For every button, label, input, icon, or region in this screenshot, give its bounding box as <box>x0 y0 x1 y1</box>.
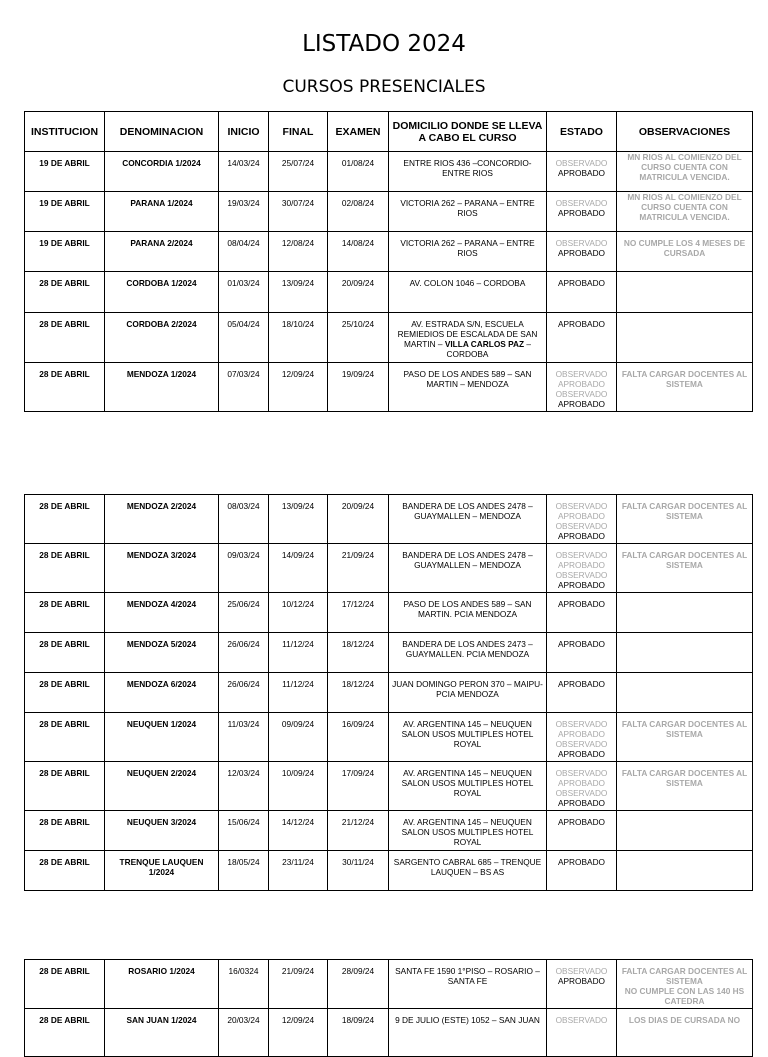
cell-final: 11/12/24 <box>269 633 328 673</box>
estado-line: OBSERVADO <box>555 1015 608 1025</box>
cell-observaciones: MN RIOS AL COMIENZO DEL CURSO CUENTA CON MATRICULA VENCIDA. <box>617 152 753 192</box>
cell-examen: 20/09/24 <box>328 495 389 544</box>
estado-line: APROBADO <box>557 679 606 689</box>
cell-denominacion: CORDOBA 2/2024 <box>105 313 219 363</box>
cell-estado <box>547 713 617 762</box>
cell-observaciones <box>617 960 753 1009</box>
cell-institucion: 28 DE ABRIL <box>25 363 105 412</box>
estado-line: APROBADO <box>557 798 606 808</box>
cell-inicio: 19/03/24 <box>219 192 269 232</box>
cell-inicio: 14/03/24 <box>219 152 269 192</box>
domicilio-text: AV. ESTRADA S/N, ESCUELA REMIEDIOS DE ESCALADA DE SAN MARTIN – <box>397 319 538 349</box>
estado-line: APROBADO <box>557 399 606 409</box>
cell-examen: 21/09/24 <box>328 544 389 593</box>
courses-table-3 <box>24 959 753 1057</box>
cell-final: 30/07/24 <box>269 192 328 232</box>
cell-examen: 18/12/24 <box>328 673 389 713</box>
estado-line: OBSERVADO <box>555 739 608 749</box>
cell-domicilio <box>389 313 547 363</box>
cell-estado <box>547 1009 617 1057</box>
cell-inicio: 11/03/24 <box>219 713 269 762</box>
cell-final: 21/09/24 <box>269 960 328 1009</box>
cell-domicilio: SANTA FE 1590 1°PISO – ROSARIO – SANTA FE <box>389 960 547 1009</box>
cell-denominacion: NEUQUEN 3/2024 <box>105 811 219 851</box>
cell-estado <box>547 192 617 232</box>
cell-domicilio: JUAN DOMINGO PERON 370 – MAIPU- PCIA MENDOZA <box>389 673 547 713</box>
table-row <box>25 313 753 363</box>
estado-line: OBSERVADO <box>555 158 608 168</box>
cell-denominacion: MENDOZA 4/2024 <box>105 593 219 633</box>
estado-line: APROBADO <box>557 749 606 759</box>
cell-estado <box>547 633 617 673</box>
cell-examen: 02/08/24 <box>328 192 389 232</box>
table-row <box>25 1009 753 1057</box>
estado-line: OBSERVADO <box>555 521 608 531</box>
cell-final: 12/08/24 <box>269 232 328 272</box>
estado-line: APROBADO <box>557 817 606 827</box>
cell-observaciones: MN RIOS AL COMIENZO DEL CURSO CUENTA CON MATRICULA VENCIDA. <box>617 192 753 232</box>
cell-examen: 28/09/24 <box>328 960 389 1009</box>
estado-line: OBSERVADO <box>555 550 608 560</box>
cell-domicilio: SARGENTO CABRAL 685 – TRENQUE LAUQUEN – BS AS <box>389 851 547 891</box>
estado-line: APROBADO <box>557 531 606 541</box>
cell-final: 10/09/24 <box>269 762 328 811</box>
estado-line: APROBADO <box>557 857 606 867</box>
cell-denominacion: MENDOZA 6/2024 <box>105 673 219 713</box>
cell-denominacion: MENDOZA 5/2024 <box>105 633 219 673</box>
cell-domicilio: AV. ARGENTINA 145 – NEUQUEN SALON USOS MULTIPLES HOTEL ROYAL <box>389 713 547 762</box>
cell-denominacion: ROSARIO 1/2024 <box>105 960 219 1009</box>
header-final: FINAL <box>269 112 328 152</box>
table-row <box>25 811 753 851</box>
cell-examen: 16/09/24 <box>328 713 389 762</box>
estado-line: APROBADO <box>557 248 606 258</box>
cell-inicio: 08/03/24 <box>219 495 269 544</box>
cell-inicio: 05/04/24 <box>219 313 269 363</box>
cell-estado <box>547 593 617 633</box>
table-row <box>25 762 753 811</box>
cell-examen: 18/09/24 <box>328 1009 389 1057</box>
cell-estado <box>547 811 617 851</box>
cell-final: 14/09/24 <box>269 544 328 593</box>
cell-observaciones <box>617 673 753 713</box>
cell-final: 14/12/24 <box>269 811 328 851</box>
cell-denominacion: TRENQUE LAUQUEN 1/2024 <box>105 851 219 891</box>
cell-estado <box>547 363 617 412</box>
cell-estado <box>547 232 617 272</box>
table-row <box>25 363 753 412</box>
cell-final: 10/12/24 <box>269 593 328 633</box>
estado-line: APROBADO <box>557 729 606 739</box>
cell-final: 12/09/24 <box>269 363 328 412</box>
cell-domicilio: AV. ARGENTINA 145 – NEUQUEN SALON USOS MULTIPLES HOTEL ROYAL <box>389 811 547 851</box>
table-row <box>25 544 753 593</box>
estado-line: APROBADO <box>557 580 606 590</box>
cell-estado <box>547 673 617 713</box>
cell-denominacion: MENDOZA 3/2024 <box>105 544 219 593</box>
cell-denominacion: CONCORDIA 1/2024 <box>105 152 219 192</box>
estado-line: OBSERVADO <box>555 198 608 208</box>
estado-line: APROBADO <box>557 208 606 218</box>
table-row <box>25 851 753 891</box>
estado-line: APROBADO <box>557 599 606 609</box>
cell-final: 09/09/24 <box>269 713 328 762</box>
cell-final: 25/07/24 <box>269 152 328 192</box>
cell-institucion: 28 DE ABRIL <box>25 960 105 1009</box>
cell-observaciones <box>617 811 753 851</box>
cell-domicilio: VICTORIA 262 – PARANA – ENTRE RIOS <box>389 192 547 232</box>
estado-line: APROBADO <box>557 278 606 288</box>
cell-observaciones <box>617 633 753 673</box>
cell-inicio: 18/05/24 <box>219 851 269 891</box>
cell-estado <box>547 313 617 363</box>
domicilio-bold-text: VILLA CARLOS PAZ <box>444 339 525 349</box>
header-inicio: INICIO <box>219 112 269 152</box>
estado-line: OBSERVADO <box>555 389 608 399</box>
cell-observaciones: LOS DIAS DE CURSADA NO <box>617 1009 753 1057</box>
table-row <box>25 593 753 633</box>
domicilio-tail-text: – CORDOBA <box>446 339 532 359</box>
cell-inicio: 08/04/24 <box>219 232 269 272</box>
cell-inicio: 07/03/24 <box>219 363 269 412</box>
cell-inicio: 26/06/24 <box>219 633 269 673</box>
cell-domicilio: VICTORIA 262 – PARANA – ENTRE RIOS <box>389 232 547 272</box>
table-row <box>25 192 753 232</box>
cell-institucion: 19 DE ABRIL <box>25 232 105 272</box>
cell-observaciones: FALTA CARGAR DOCENTES AL SISTEMA <box>617 713 753 762</box>
cell-inicio: 26/06/24 <box>219 673 269 713</box>
cell-estado <box>547 762 617 811</box>
cell-estado <box>547 495 617 544</box>
estado-line: APROBADO <box>557 778 606 788</box>
cell-domicilio: BANDERA DE LOS ANDES 2473 – GUAYMALLEN. PCIA MENDOZA <box>389 633 547 673</box>
cell-denominacion: PARANA 1/2024 <box>105 192 219 232</box>
cell-examen: 01/08/24 <box>328 152 389 192</box>
cell-institucion: 28 DE ABRIL <box>25 851 105 891</box>
cell-observaciones: FALTA CARGAR DOCENTES AL SISTEMA <box>617 495 753 544</box>
estado-line: APROBADO <box>557 168 606 178</box>
estado-line: OBSERVADO <box>555 570 608 580</box>
cell-observaciones: FALTA CARGAR DOCENTES AL SISTEMA <box>617 544 753 593</box>
estado-line: APROBADO <box>557 639 606 649</box>
cell-inicio: 12/03/24 <box>219 762 269 811</box>
cell-institucion: 28 DE ABRIL <box>25 313 105 363</box>
cell-institucion: 19 DE ABRIL <box>25 152 105 192</box>
cell-institucion: 28 DE ABRIL <box>25 811 105 851</box>
cell-institucion: 28 DE ABRIL <box>25 633 105 673</box>
header-denominacion: DENOMINACION <box>105 112 219 152</box>
cell-final: 11/12/24 <box>269 673 328 713</box>
cell-inicio: 25/06/24 <box>219 593 269 633</box>
cell-denominacion: SAN JUAN 1/2024 <box>105 1009 219 1057</box>
header-observaciones: OBSERVACIONES <box>617 112 753 152</box>
cell-observaciones <box>617 272 753 313</box>
cell-inicio: 01/03/24 <box>219 272 269 313</box>
estado-line: APROBADO <box>557 319 606 329</box>
estado-line: OBSERVADO <box>555 719 608 729</box>
cell-examen: 18/12/24 <box>328 633 389 673</box>
cell-examen: 17/09/24 <box>328 762 389 811</box>
cell-domicilio: 9 DE JULIO (ESTE) 1052 – SAN JUAN <box>389 1009 547 1057</box>
cell-final: 13/09/24 <box>269 495 328 544</box>
estado-line: APROBADO <box>557 560 606 570</box>
cell-estado <box>547 272 617 313</box>
cell-estado <box>547 152 617 192</box>
cell-examen: 25/10/24 <box>328 313 389 363</box>
cell-institucion: 19 DE ABRIL <box>25 192 105 232</box>
cell-institucion: 28 DE ABRIL <box>25 673 105 713</box>
cell-domicilio: BANDERA DE LOS ANDES 2478 – GUAYMALLEN – MENDOZA <box>389 495 547 544</box>
estado-line: OBSERVADO <box>555 788 608 798</box>
cell-institucion: 28 DE ABRIL <box>25 495 105 544</box>
cell-institucion: 28 DE ABRIL <box>25 713 105 762</box>
header-examen: EXAMEN <box>328 112 389 152</box>
table-row <box>25 232 753 272</box>
cell-estado <box>547 960 617 1009</box>
cell-examen: 17/12/24 <box>328 593 389 633</box>
cell-observaciones <box>617 313 753 363</box>
table-row <box>25 673 753 713</box>
cell-denominacion: MENDOZA 2/2024 <box>105 495 219 544</box>
cell-examen: 14/08/24 <box>328 232 389 272</box>
cell-denominacion: CORDOBA 1/2024 <box>105 272 219 313</box>
cell-institucion: 28 DE ABRIL <box>25 762 105 811</box>
cell-domicilio: PASO DE LOS ANDES 589 – SAN MARTIN. PCIA MENDOZA <box>389 593 547 633</box>
cell-domicilio: BANDERA DE LOS ANDES 2478 – GUAYMALLEN – MENDOZA <box>389 544 547 593</box>
cell-inicio: 20/03/24 <box>219 1009 269 1057</box>
table-row <box>25 960 753 1009</box>
estado-line: OBSERVADO <box>555 966 608 976</box>
cell-observaciones: FALTA CARGAR DOCENTES AL SISTEMA <box>617 363 753 412</box>
cell-final: 13/09/24 <box>269 272 328 313</box>
cell-estado <box>547 851 617 891</box>
cell-final: 12/09/24 <box>269 1009 328 1057</box>
header-domicilio: DOMICILIO DONDE SE LLEVA A CABO EL CURSO <box>389 112 547 152</box>
document-subtitle: CURSOS PRESENCIALES <box>282 77 486 97</box>
cell-examen: 30/11/24 <box>328 851 389 891</box>
cell-observaciones: FALTA CARGAR DOCENTES AL SISTEMA <box>617 762 753 811</box>
cell-institucion: 28 DE ABRIL <box>25 1009 105 1057</box>
cell-examen: 21/12/24 <box>328 811 389 851</box>
table-row <box>25 495 753 544</box>
observaciones-text: FALTA CARGAR DOCENTES AL SISTEMA <box>621 966 748 986</box>
cell-observaciones: NO CUMPLE LOS 4 MESES DE CURSADA <box>617 232 753 272</box>
table-row <box>25 633 753 673</box>
estado-line: OBSERVADO <box>555 369 608 379</box>
cell-institucion: 28 DE ABRIL <box>25 544 105 593</box>
table-row <box>25 272 753 313</box>
cell-denominacion: MENDOZA 1/2024 <box>105 363 219 412</box>
estado-line: APROBADO <box>557 976 606 986</box>
observaciones-extra-text: NO CUMPLE CON LAS 140 HS CATEDRA <box>624 986 745 1006</box>
estado-line: APROBADO <box>557 511 606 521</box>
table-row <box>25 713 753 762</box>
cell-institucion: 28 DE ABRIL <box>25 593 105 633</box>
table-row <box>25 152 753 192</box>
estado-line: OBSERVADO <box>555 768 608 778</box>
cell-denominacion: NEUQUEN 1/2024 <box>105 713 219 762</box>
estado-line: APROBADO <box>557 379 606 389</box>
header-estado: ESTADO <box>547 112 617 152</box>
cell-domicilio: ENTRE RIOS 436 –CONCORDIO- ENTRE RIOS <box>389 152 547 192</box>
cell-final: 23/11/24 <box>269 851 328 891</box>
header-institucion: INSTITUCION <box>25 112 105 152</box>
cell-domicilio: AV. ARGENTINA 145 – NEUQUEN SALON USOS MULTIPLES HOTEL ROYAL <box>389 762 547 811</box>
cell-denominacion: NEUQUEN 2/2024 <box>105 762 219 811</box>
document-title: LISTADO 2024 <box>302 31 466 57</box>
cell-examen: 20/09/24 <box>328 272 389 313</box>
cell-inicio: 16/0324 <box>219 960 269 1009</box>
cell-inicio: 09/03/24 <box>219 544 269 593</box>
estado-line: OBSERVADO <box>555 501 608 511</box>
cell-domicilio: PASO DE LOS ANDES 589 – SAN MARTIN – MENDOZA <box>389 363 547 412</box>
estado-line: OBSERVADO <box>555 238 608 248</box>
courses-table-1 <box>24 111 753 412</box>
cell-observaciones <box>617 593 753 633</box>
cell-denominacion: PARANA 2/2024 <box>105 232 219 272</box>
cell-institucion: 28 DE ABRIL <box>25 272 105 313</box>
cell-inicio: 15/06/24 <box>219 811 269 851</box>
cell-observaciones <box>617 851 753 891</box>
cell-estado <box>547 544 617 593</box>
cell-domicilio: AV. COLON 1046 – CORDOBA <box>389 272 547 313</box>
cell-final: 18/10/24 <box>269 313 328 363</box>
cell-examen: 19/09/24 <box>328 363 389 412</box>
courses-table-2 <box>24 494 753 891</box>
table-header-row <box>25 112 753 152</box>
